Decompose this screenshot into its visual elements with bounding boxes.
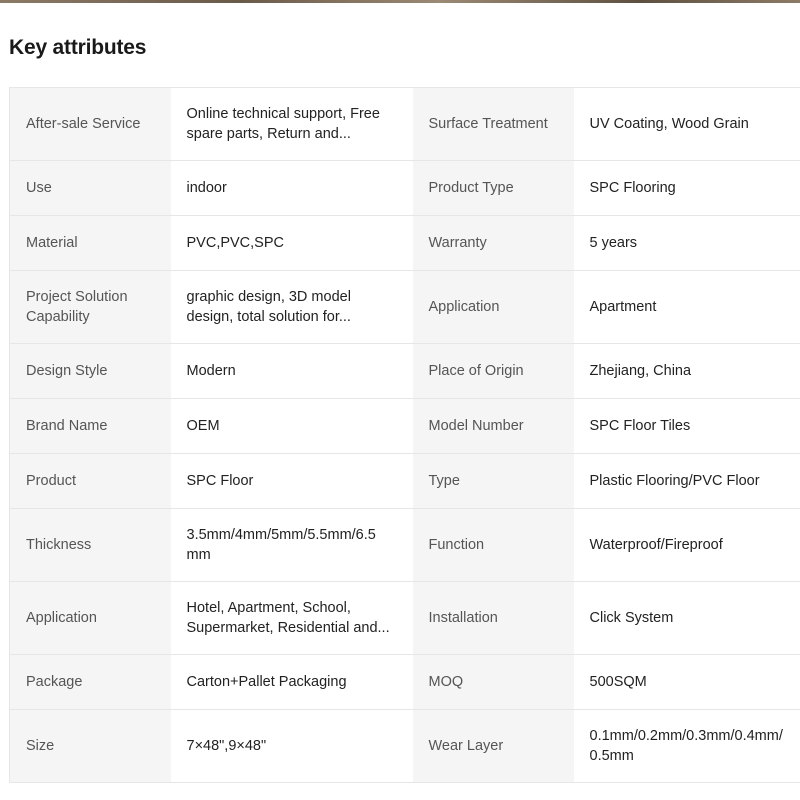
attribute-value: UV Coating, Wood Grain — [574, 88, 800, 161]
attribute-key: Design Style — [10, 344, 171, 399]
attribute-key: Brand Name — [10, 399, 171, 454]
table-row — [10, 399, 800, 454]
attribute-value: Waterproof/Fireproof — [574, 509, 800, 582]
table-row — [10, 344, 800, 399]
attribute-value: Plastic Flooring/PVC Floor — [574, 454, 800, 509]
attribute-value: 3.5mm/4mm/5mm/5.5mm/6.5 mm — [171, 509, 413, 582]
attribute-key: After-sale Service — [10, 88, 171, 161]
table-row — [10, 710, 800, 783]
attribute-key: Installation — [413, 582, 574, 655]
attribute-value: Apartment — [574, 271, 800, 344]
attribute-value: 7×48",9×48" — [171, 710, 413, 783]
attribute-value: SPC Floor — [171, 454, 413, 509]
attribute-key: Material — [10, 216, 171, 271]
attribute-key: Product Type — [413, 161, 574, 216]
attribute-key: Wear Layer — [413, 710, 574, 783]
table-row — [10, 655, 800, 710]
attribute-value: 0.1mm/0.2mm/0.3mm/0.4mm/ 0.5mm — [574, 710, 800, 783]
attribute-key: Project Solution Capability — [10, 271, 171, 344]
table-row — [10, 216, 800, 271]
table-row — [10, 161, 800, 216]
table-row — [10, 271, 800, 344]
table-row — [10, 454, 800, 509]
attribute-key: Model Number — [413, 399, 574, 454]
attribute-value: Hotel, Apartment, School, Supermarket, Residential and... — [171, 582, 413, 655]
table-row — [10, 582, 800, 655]
attribute-value: Modern — [171, 344, 413, 399]
attribute-value: Carton+Pallet Packaging — [171, 655, 413, 710]
attribute-key: MOQ — [413, 655, 574, 710]
attribute-key: Use — [10, 161, 171, 216]
attribute-key: Application — [10, 582, 171, 655]
attribute-value: Click System — [574, 582, 800, 655]
attribute-key: Application — [413, 271, 574, 344]
attribute-key: Product — [10, 454, 171, 509]
table-row — [10, 88, 800, 161]
attribute-value: SPC Flooring — [574, 161, 800, 216]
attribute-key: Thickness — [10, 509, 171, 582]
attributes-table — [9, 87, 800, 783]
table-row — [10, 509, 800, 582]
attribute-value: SPC Floor Tiles — [574, 399, 800, 454]
attribute-value: OEM — [171, 399, 413, 454]
top-image-strip — [0, 0, 800, 3]
section-title: Key attributes — [9, 36, 147, 59]
attribute-key: Size — [10, 710, 171, 783]
attribute-value: 5 years — [574, 216, 800, 271]
attribute-value: Online technical support, Free spare parts, Return and... — [171, 88, 413, 161]
attribute-value: indoor — [171, 161, 413, 216]
attribute-value: graphic design, 3D model design, total solution for... — [171, 271, 413, 344]
attribute-key: Surface Treatment — [413, 88, 574, 161]
attribute-key: Type — [413, 454, 574, 509]
attribute-key: Warranty — [413, 216, 574, 271]
attribute-key: Function — [413, 509, 574, 582]
attribute-value: PVC,PVC,SPC — [171, 216, 413, 271]
attribute-value: 500SQM — [574, 655, 800, 710]
attribute-key: Package — [10, 655, 171, 710]
attribute-value: Zhejiang, China — [574, 344, 800, 399]
attribute-key: Place of Origin — [413, 344, 574, 399]
